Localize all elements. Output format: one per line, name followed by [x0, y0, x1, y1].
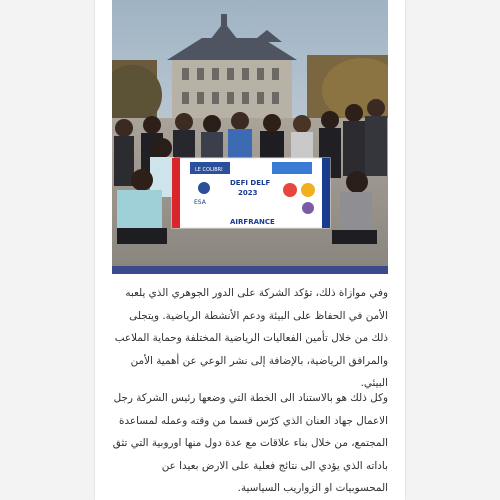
article-card [95, 0, 405, 500]
photo-bottom-bar [112, 266, 388, 274]
banner-text-esa: ESA [194, 199, 206, 206]
banner-text-defi-delf: DEFI DELF [230, 179, 271, 187]
banner-text-airfrance: AIRFRANCE [230, 218, 275, 226]
article-paragraph: وكل ذلك هو بالاستناد الى الخطة التي وضعها رئيس الشركة رجل الاعمال جهاد العنان الذي كرّس قسما من وقته وعمله لمساعدة المجتمع، من خلال بناء علاقات مع عدة دول منها اوروبية التي تثق باداته الذي يؤدي الى نتائج فعلية على الارض بعيدا عن المحسوبيات او الزواريب السياسية. [112, 392, 388, 494]
article-paragraph: وفي موازاة ذلك، تؤكد الشركة على الدور الجوهري الذي يلعبه الأمن في الحفاظ على البيئة ودعم الأنشطة الرياضية. ويتجلى ذلك من خلال تأمين الفعاليات الرياضية المختلفة وحماية الملاعب والمرافق الرياضية، بالإضافة إلى نشر الوعي عن أهمية الأمن البيئي. [114, 287, 388, 389]
group-photo-illustration [112, 0, 388, 268]
banner-text-year: 2023 [238, 189, 258, 197]
group-photo [112, 0, 388, 268]
banner-text-colibri: LE COLIBRI [195, 167, 223, 173]
